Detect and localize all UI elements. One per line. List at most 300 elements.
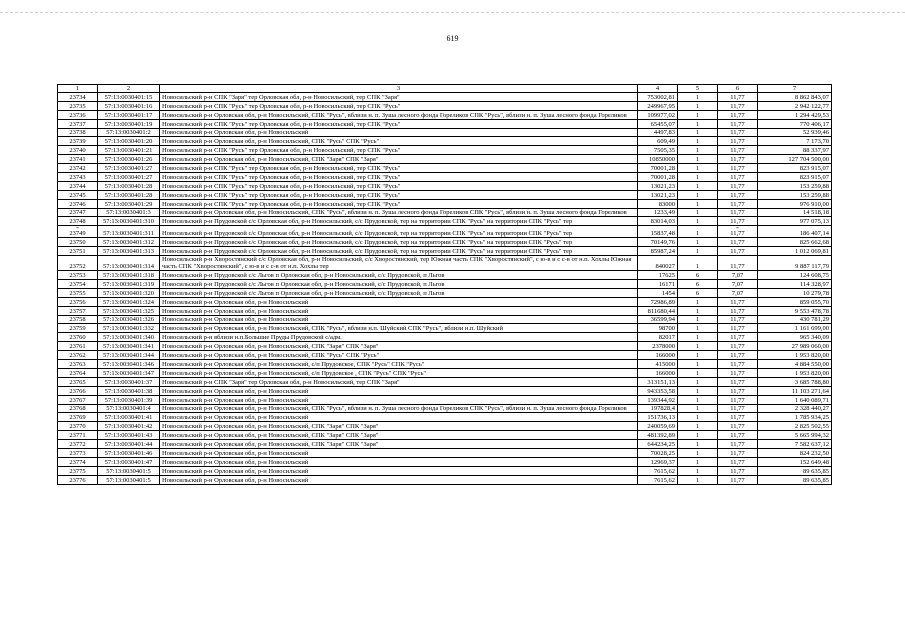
cadastral-number-text: 57:13:0030401:38 bbox=[104, 387, 153, 395]
cost-value bbox=[758, 146, 832, 155]
quantity-value-text: 1 bbox=[695, 138, 700, 146]
cost-value bbox=[758, 377, 832, 386]
cadastral-number bbox=[98, 475, 160, 484]
cadastral-number-text: 57:13:0030401:28 bbox=[104, 191, 153, 199]
row-number bbox=[58, 271, 98, 280]
rate-value bbox=[718, 217, 758, 226]
area-value-text: 753002,81 bbox=[647, 93, 675, 101]
rate-value-text: 11,77 bbox=[730, 165, 745, 173]
location-description-text: Новосильский р-н Орловская обл, р-н Новосильский, СПК "Русь" СПК "Русь" bbox=[162, 138, 380, 146]
quantity-value bbox=[678, 238, 718, 247]
row-number-text: 23761 bbox=[69, 343, 86, 351]
column-header: 4 bbox=[638, 85, 678, 93]
rate-value bbox=[718, 199, 758, 208]
row-number bbox=[58, 173, 98, 182]
row-number-text: 23776 bbox=[69, 476, 86, 484]
table-row bbox=[58, 164, 832, 173]
rate-value-text: 11,77 bbox=[730, 173, 745, 181]
table-row bbox=[58, 324, 832, 333]
area-value bbox=[638, 351, 678, 360]
location-description bbox=[160, 128, 638, 137]
quantity-value bbox=[678, 155, 718, 164]
quantity-value-text: 1 bbox=[695, 432, 700, 440]
area-value-text: 70149,76 bbox=[650, 239, 675, 247]
rate-value-text: 11,77 bbox=[730, 239, 745, 247]
area-value bbox=[638, 306, 678, 315]
quantity-value bbox=[678, 190, 718, 199]
cost-value bbox=[758, 440, 832, 449]
area-value bbox=[638, 280, 678, 289]
area-value bbox=[638, 155, 678, 164]
area-value-text: 7615,62 bbox=[653, 476, 675, 484]
rate-value-text: 11,77 bbox=[730, 156, 745, 164]
cost-value bbox=[758, 217, 832, 226]
row-number bbox=[58, 315, 98, 324]
rate-value bbox=[718, 110, 758, 119]
cost-value-text: 1 294 429,53 bbox=[794, 111, 829, 119]
location-description bbox=[160, 333, 638, 342]
quantity-value bbox=[678, 280, 718, 289]
cadastral-number bbox=[98, 377, 160, 386]
cadastral-number bbox=[98, 324, 160, 333]
rate-value-text: 11,77 bbox=[730, 230, 745, 238]
cadastral-number bbox=[98, 386, 160, 395]
row-number-text: 23760 bbox=[69, 334, 86, 342]
quantity-value bbox=[678, 271, 718, 280]
cadastral-number bbox=[98, 256, 160, 271]
cost-value bbox=[758, 208, 832, 217]
area-value bbox=[638, 440, 678, 449]
cadastral-number-text: 57:13:0030401:4 bbox=[106, 405, 151, 413]
area-value bbox=[638, 93, 678, 102]
quantity-value-text: 1 bbox=[695, 111, 700, 119]
table-row bbox=[58, 413, 832, 422]
location-description bbox=[160, 386, 638, 395]
quantity-value-text: 1 bbox=[695, 352, 700, 360]
cost-value bbox=[758, 386, 832, 395]
cadastral-number-text: 57:13:0030401:314 bbox=[103, 263, 154, 271]
row-number bbox=[58, 181, 98, 190]
table-row bbox=[58, 386, 832, 395]
quantity-value-text: 1 bbox=[695, 218, 700, 226]
cost-value-text: 11 103 271,64 bbox=[791, 387, 829, 395]
rate-value bbox=[718, 440, 758, 449]
cadastral-number-text: 57:13:0030401:310 bbox=[103, 218, 154, 226]
quantity-value bbox=[678, 333, 718, 342]
quantity-value-text: 1 bbox=[695, 449, 700, 457]
cost-value bbox=[758, 457, 832, 466]
row-number bbox=[58, 386, 98, 395]
row-number bbox=[58, 466, 98, 475]
cadastral-number bbox=[98, 360, 160, 369]
row-number-text: 23759 bbox=[69, 325, 86, 333]
quantity-value-text: 1 bbox=[695, 307, 700, 315]
table-row bbox=[58, 110, 832, 119]
row-number bbox=[58, 404, 98, 413]
row-number-text: 23772 bbox=[69, 440, 86, 448]
location-description-text: Новосильский р-н Прудовской с/с Льгов п Орловская обл, р-н Новосильский, с/с Прудовской, п Льгов bbox=[162, 280, 445, 288]
row-number bbox=[58, 119, 98, 128]
area-value bbox=[638, 315, 678, 324]
rate-value bbox=[718, 238, 758, 247]
location-description-text: Новосильский р-н Орловская обл, р-н Новосильский, СПК "Русь", вблизи н.п. Шуйский СПК "Русь", вблизи н.п. Шуйский bbox=[162, 325, 503, 333]
row-number-text: 23754 bbox=[69, 280, 86, 288]
table-row bbox=[58, 360, 832, 369]
area-value bbox=[638, 208, 678, 217]
rate-value bbox=[718, 146, 758, 155]
quantity-value-text: 1 bbox=[695, 165, 700, 173]
cadastral-number bbox=[98, 146, 160, 155]
cost-value bbox=[758, 475, 832, 484]
location-description bbox=[160, 101, 638, 110]
rate-value bbox=[718, 395, 758, 404]
quantity-value bbox=[678, 217, 718, 226]
cadastral-number-text: 57:13:0030401:28 bbox=[104, 182, 153, 190]
cadastral-number-text: 57:13:0030401:16 bbox=[104, 102, 153, 110]
row-number-text: 23763 bbox=[69, 360, 86, 368]
row-number bbox=[58, 256, 98, 271]
location-description bbox=[160, 475, 638, 484]
area-value-text: 240059,69 bbox=[647, 423, 675, 431]
cadastral-number bbox=[98, 306, 160, 315]
quantity-value bbox=[678, 431, 718, 440]
rate-value bbox=[718, 475, 758, 484]
row-number-text: 23767 bbox=[69, 396, 86, 404]
location-description bbox=[160, 137, 638, 146]
row-number-text: 23739 bbox=[69, 138, 86, 146]
row-number bbox=[58, 155, 98, 164]
cadastral-number-text: 57:13:0030401:5 bbox=[106, 467, 151, 475]
table-row bbox=[58, 377, 832, 386]
cost-value-text: 824 232,50 bbox=[799, 449, 829, 457]
cost-value bbox=[758, 280, 832, 289]
rate-value-text: 11,77 bbox=[730, 316, 745, 324]
cost-value-text: 1 012 069,81 bbox=[794, 248, 829, 256]
area-value bbox=[638, 288, 678, 297]
quantity-value bbox=[678, 137, 718, 146]
row-number bbox=[58, 360, 98, 369]
row-number-text: 23740 bbox=[69, 147, 86, 155]
rate-value-text: 11,77 bbox=[730, 432, 745, 440]
row-number bbox=[58, 137, 98, 146]
location-description-text: Новосильский р-н Орловская обл, р-н Новосильский bbox=[162, 458, 309, 466]
table-row bbox=[58, 271, 832, 280]
quantity-value-text: 1 bbox=[695, 93, 700, 101]
column-header: 6 bbox=[718, 85, 758, 93]
cadastral-number-text: 57:13:0030401:3 bbox=[106, 209, 151, 217]
cost-value bbox=[758, 110, 832, 119]
location-description-text: Новосильский р-н Орловская обл, р-н Новосильский, с/п Прудовское, СПК "Русь" СПК "Русь" bbox=[162, 360, 425, 368]
row-number-text: 23768 bbox=[69, 405, 86, 413]
row-number bbox=[58, 306, 98, 315]
quantity-value-text: 1 bbox=[695, 102, 700, 110]
rate-value-text: 11,77 bbox=[730, 476, 745, 484]
quantity-value bbox=[678, 146, 718, 155]
row-number-text: 23775 bbox=[69, 467, 86, 475]
location-description bbox=[160, 199, 638, 208]
header-row bbox=[58, 85, 832, 93]
location-description bbox=[160, 155, 638, 164]
area-value bbox=[638, 110, 678, 119]
area-value bbox=[638, 119, 678, 128]
cadastral-number bbox=[98, 217, 160, 226]
cadastral-number-text: 57:13:0030401:41 bbox=[104, 414, 153, 422]
cadastral-number-text: 57:13:0030401:42 bbox=[104, 423, 153, 431]
row-number bbox=[58, 226, 98, 238]
area-value-text: 313151,13 bbox=[647, 378, 675, 386]
rate-value-text: 11,77 bbox=[730, 248, 745, 256]
cost-value bbox=[758, 351, 832, 360]
area-value bbox=[638, 101, 678, 110]
rate-value-text: 11,77 bbox=[730, 325, 745, 333]
cadastral-number-text: 57:13:0030401:341 bbox=[103, 343, 154, 351]
rate-value-text: 11,77 bbox=[730, 182, 745, 190]
rate-value-text: 11,77 bbox=[730, 352, 745, 360]
cost-value bbox=[758, 256, 832, 271]
rate-value bbox=[718, 377, 758, 386]
row-number-text: 23753 bbox=[69, 272, 86, 280]
quantity-value bbox=[678, 342, 718, 351]
quantity-value-text: 6 bbox=[695, 280, 700, 288]
cost-value-text: 5 665 994,32 bbox=[794, 432, 829, 440]
row-number-text: 23735 bbox=[69, 102, 86, 110]
cost-value bbox=[758, 199, 832, 208]
area-value bbox=[638, 217, 678, 226]
quantity-value bbox=[678, 386, 718, 395]
row-number bbox=[58, 448, 98, 457]
location-description-text: Новосильский р-н Орловская обл, р-н Новосильский, СПК "Заря" СПК "Заря" bbox=[162, 343, 379, 351]
cadastral-number bbox=[98, 181, 160, 190]
rate-value bbox=[718, 351, 758, 360]
location-description bbox=[160, 413, 638, 422]
rate-value bbox=[718, 448, 758, 457]
cadastral-number bbox=[98, 155, 160, 164]
location-description bbox=[160, 256, 638, 271]
table-row bbox=[58, 351, 832, 360]
quantity-value-text: 1 bbox=[695, 414, 700, 422]
rate-value-text: 11,77 bbox=[730, 369, 745, 377]
rate-value-text: 11,77 bbox=[730, 440, 745, 448]
cadastral-number-text: 57:13:0030401:332 bbox=[103, 325, 154, 333]
rate-value bbox=[718, 119, 758, 128]
location-description bbox=[160, 466, 638, 475]
cost-value-text: 152 649,48 bbox=[799, 458, 829, 466]
cost-value bbox=[758, 93, 832, 102]
cost-value-text: 153 259,88 bbox=[799, 191, 829, 199]
area-value-text: 10850000 bbox=[649, 156, 675, 164]
cost-value-text: 88 337,97 bbox=[803, 147, 829, 155]
cost-value bbox=[758, 128, 832, 137]
cost-value-text: 186 407,14 bbox=[799, 230, 829, 238]
location-description bbox=[160, 457, 638, 466]
cost-value-text: 1 640 089,71 bbox=[794, 396, 829, 404]
location-description bbox=[160, 93, 638, 102]
area-value-text: 840027 bbox=[655, 263, 675, 271]
row-number-text: 23762 bbox=[69, 352, 86, 360]
quantity-value bbox=[678, 247, 718, 256]
rate-value-text: 11,77 bbox=[730, 307, 745, 315]
rate-value-text: 11,77 bbox=[730, 138, 745, 146]
cadastral-number-text: 57:13:0030401:21 bbox=[104, 147, 153, 155]
cost-value-text: 3 685 788,80 bbox=[794, 378, 829, 386]
row-number bbox=[58, 342, 98, 351]
rate-value bbox=[718, 297, 758, 306]
cadastral-number bbox=[98, 238, 160, 247]
rate-value bbox=[718, 173, 758, 182]
location-description bbox=[160, 110, 638, 119]
rate-value bbox=[718, 342, 758, 351]
rate-value bbox=[718, 226, 758, 238]
location-description-text: Новосильский р-н Прудовской с/с Орловская обл, р-н Новосильский, с/с Прудовской, тер на территории СПК "Русь" на территории СПК "Русь" тер bbox=[162, 230, 573, 238]
rate-value bbox=[718, 413, 758, 422]
cost-value bbox=[758, 324, 832, 333]
cost-value bbox=[758, 119, 832, 128]
cadastral-number-text: 57:13:0030401:43 bbox=[104, 432, 153, 440]
cost-value-text: 14 518,18 bbox=[803, 209, 829, 217]
row-number-text: 23765 bbox=[69, 378, 86, 386]
cost-value-text: 770 406,17 bbox=[799, 120, 829, 128]
location-description bbox=[160, 395, 638, 404]
cadastral-number-text: 57:13:0030401:39 bbox=[104, 396, 153, 404]
quantity-value-text: 1 bbox=[695, 200, 700, 208]
rate-value-text: 11,77 bbox=[730, 405, 745, 413]
row-number bbox=[58, 422, 98, 431]
cost-value bbox=[758, 413, 832, 422]
rate-value bbox=[718, 360, 758, 369]
cadastral-number bbox=[98, 208, 160, 217]
rate-value bbox=[718, 101, 758, 110]
rate-value-text: 11,77 bbox=[730, 191, 745, 199]
cost-value bbox=[758, 431, 832, 440]
rate-value-text: 7,07 bbox=[731, 280, 744, 288]
rate-value-text: 11,77 bbox=[730, 458, 745, 466]
area-value-text: 16171 bbox=[658, 280, 675, 288]
rate-value bbox=[718, 247, 758, 256]
column-header: 3 bbox=[160, 85, 638, 93]
cadastral-number-text: 57:13:0030401:320 bbox=[103, 289, 154, 297]
quantity-value-text: 1 bbox=[695, 334, 700, 342]
table-row bbox=[58, 297, 832, 306]
quantity-value bbox=[678, 256, 718, 271]
location-description bbox=[160, 208, 638, 217]
cost-value bbox=[758, 155, 832, 164]
rate-value-text: 11,77 bbox=[730, 218, 745, 226]
cadastral-number bbox=[98, 448, 160, 457]
rate-value bbox=[718, 457, 758, 466]
area-value bbox=[638, 324, 678, 333]
column-header: 7 bbox=[758, 85, 832, 93]
quantity-value-text: 1 bbox=[695, 156, 700, 164]
cadastral-number bbox=[98, 101, 160, 110]
location-description bbox=[160, 431, 638, 440]
area-value-text: 151736,13 bbox=[647, 414, 675, 422]
quantity-value-text: 1 bbox=[695, 147, 700, 155]
rate-value bbox=[718, 155, 758, 164]
rate-value-text: 11,77 bbox=[730, 449, 745, 457]
cost-value bbox=[758, 306, 832, 315]
area-value bbox=[638, 271, 678, 280]
cost-value bbox=[758, 181, 832, 190]
cost-value-text: 127 704 500,00 bbox=[788, 156, 829, 164]
quantity-value bbox=[678, 351, 718, 360]
quantity-value-text: 1 bbox=[695, 378, 700, 386]
location-description-text: Новосильский р-н Прудовской с/с Орловская обл, р-н Новосильский, с/с Прудовской, тер на территории СПК "Русь" на территории СПК "Русь" тер bbox=[162, 218, 573, 226]
cost-value-text: 2 825 502,55 bbox=[794, 423, 829, 431]
row-number bbox=[58, 190, 98, 199]
cost-value-text: 10 279,78 bbox=[803, 289, 829, 297]
row-number bbox=[58, 440, 98, 449]
area-value-text: 70028,25 bbox=[650, 449, 675, 457]
location-description bbox=[160, 280, 638, 289]
quantity-value bbox=[678, 324, 718, 333]
quantity-value bbox=[678, 368, 718, 377]
row-number-text: 23751 bbox=[69, 248, 86, 256]
cost-value-text: 4 884 550,00 bbox=[794, 360, 829, 368]
location-description-text: Новосильский р-н Прудовской с/с Льгов п Орловская обл, р-н Новосильский, с/с Прудовской, п Льгов bbox=[162, 272, 445, 280]
area-value bbox=[638, 386, 678, 395]
quantity-value-text: 1 bbox=[695, 405, 700, 413]
area-value-text: 70001,28 bbox=[650, 165, 675, 173]
rate-value-text: 11,77 bbox=[730, 360, 745, 368]
table-row bbox=[58, 93, 832, 102]
cadastral-number-text: 57:13:0030401:27 bbox=[104, 173, 153, 181]
quantity-value-text: 1 bbox=[695, 239, 700, 247]
cadastral-number-text: 57:13:0030401:318 bbox=[103, 272, 154, 280]
cost-value-text: 825 662,68 bbox=[799, 239, 829, 247]
column-header: 5 bbox=[678, 85, 718, 93]
row-number bbox=[58, 395, 98, 404]
scan-artifact-line bbox=[0, 12, 905, 13]
rate-value bbox=[718, 137, 758, 146]
area-value-text: 98700 bbox=[658, 325, 675, 333]
cadastral-number-text: 57:13:0030401:346 bbox=[103, 360, 154, 368]
cost-value-text: 153 259,88 bbox=[799, 182, 829, 190]
rate-value bbox=[718, 466, 758, 475]
rate-value-text: 11,77 bbox=[730, 120, 745, 128]
cadastral-number-text: 57:13:0030401:5 bbox=[106, 476, 151, 484]
area-value-text: 644234,25 bbox=[647, 440, 675, 448]
location-description bbox=[160, 351, 638, 360]
cost-value-text: 1 785 934,25 bbox=[794, 414, 829, 422]
area-value bbox=[638, 164, 678, 173]
row-number-text: 23746 bbox=[69, 200, 86, 208]
area-value bbox=[638, 146, 678, 155]
area-value bbox=[638, 431, 678, 440]
table-row bbox=[58, 247, 832, 256]
location-description-text: Новосильский р-н Орловская обл, р-н Новосильский, СПК "Заря" СПК "Заря" bbox=[162, 423, 379, 431]
area-value bbox=[638, 360, 678, 369]
rate-value-text: 11,77 bbox=[730, 102, 745, 110]
location-description-text: Новосильский р-н Прудовской с/с Орловская обл, р-н Новосильский, с/с Прудовской, тер на территории СПК "Русь" на территории СПК "Русь" тер bbox=[162, 239, 573, 247]
row-number-text: 23747 bbox=[69, 209, 86, 217]
row-number-text: 23771 bbox=[69, 432, 86, 440]
location-description bbox=[160, 271, 638, 280]
location-description-text: Новосильский р-н Орловская обл, р-н Новосильский bbox=[162, 414, 309, 422]
cadastral-number-text: 57:13:0030401:312 bbox=[103, 239, 154, 247]
location-description-text: Новосильский р-н СПК "Русь" тер Орловская обл, р-н Новосильский, тер СПК "Русь" bbox=[162, 120, 401, 128]
location-description bbox=[160, 164, 638, 173]
rate-value-text: 11,77 bbox=[730, 111, 745, 119]
cadastral-number bbox=[98, 431, 160, 440]
location-description bbox=[160, 181, 638, 190]
row-number bbox=[58, 280, 98, 289]
cost-value bbox=[758, 226, 832, 238]
row-number bbox=[58, 128, 98, 137]
table-row bbox=[58, 395, 832, 404]
row-number-text: 23758 bbox=[69, 316, 86, 324]
area-value bbox=[638, 238, 678, 247]
area-value-text: 83014,03 bbox=[650, 218, 675, 226]
